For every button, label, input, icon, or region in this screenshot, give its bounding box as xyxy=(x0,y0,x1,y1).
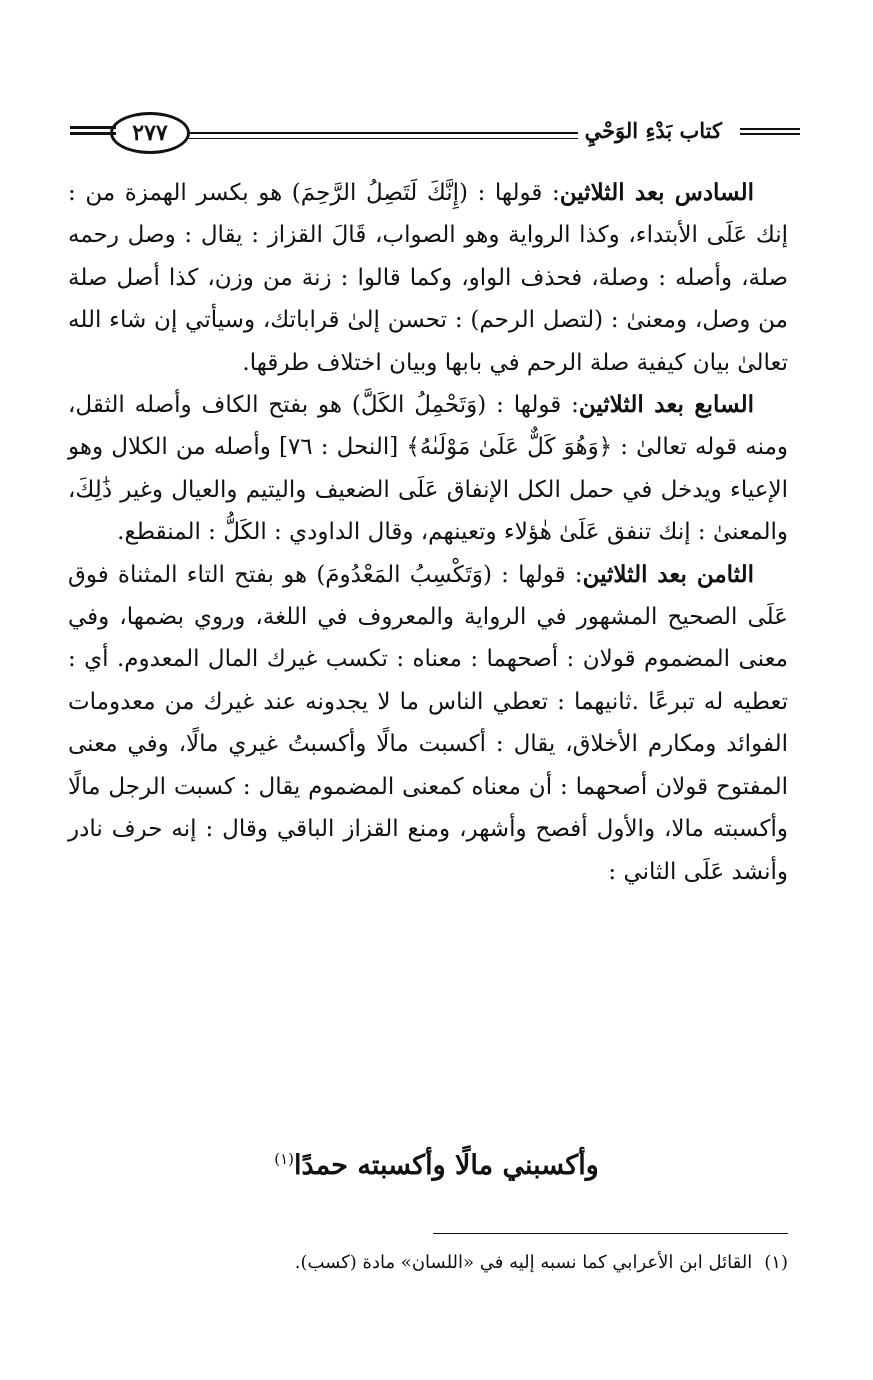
paragraph-body: : قولها : (إِنَّكَ لَتَصِلُ الرَّحِمَ) هو بكسر الهمزة من : إنك عَلَى الأبتداء، وكذا الرواية وهو الصواب، قَالَ القزاز : يقال : وصل رحمه صلة، وأصله : وصلة، فحذف الواو، وكما قالوا : زنة من وزن، كذا أصل صلة من وصل، ومعنىٰ : (لتصل الرحم) : تحسن إلىٰ قراباتك، وسيأتي إن شاء الله تعالىٰ بيان كيفية صلة الرحم في بابها وبيان اختلاف طرقها. xyxy=(68,180,788,376)
header-rule xyxy=(182,132,578,139)
paragraph-lead: السادس بعد الثلاثين xyxy=(559,179,754,206)
paragraph-38 xyxy=(68,554,788,893)
paragraph-body: : قولها : (وَتَحْمِلُ الكَلَّ) هو بفتح الكاف وأصله الثقل، ومنه قوله تعالىٰ : ﴿وَهُوَ كَلٌّ عَلَىٰ مَوْلَىٰهُ﴾ [النحل : ٧٦] وأصله من الكلال وهو الإعياء ويدخل في حمل الكل الإنفاق عَلَى الضعيف واليتيم والعيال وغير ذَٰلِكَ، والمعنىٰ : إنك تنفق عَلَىٰ هٰؤلاء وتعينهم، وقال الداودي : الكَلُّ : المنقطع. xyxy=(68,392,789,546)
paragraph-36 xyxy=(68,172,788,384)
poetry-verse xyxy=(0,1150,873,1181)
paragraph-lead: الثامن بعد الثلاثين xyxy=(582,560,754,588)
footnote-number: (١) xyxy=(764,1252,788,1273)
page-number-badge: ٢٧٧ xyxy=(110,112,190,154)
header-ornament-left xyxy=(70,126,116,142)
running-header xyxy=(70,102,800,162)
paragraph-body: : قولها : (وَتَكْسِبُ المَعْدُومَ) هو بفتح التاء المثناة فوق عَلَى الصحيح المشهور في الرواية والمعروف في اللغة، وروي بضمها، وفي معنى المضموم قولان : أصحهما : معناه : تكسب غيرك المال المعدوم. أي : تعطيه له تبرعًا .ثانيهما : تعطي الناس ما لا يجدونه عند غيرك من معدومات الفوائد ومكارم الأخلاق، يقال : أكسبت مالًا وأكسبتُ غيري مالًا، وفي معنى المفتوح قولان أصحهما : أن معناه كمعنى المضموم يقال : كسبت الرجل مالًا وأكسبته مالا، والأول أفصح وأشهر، ومنع القزاز الباقي وقال : إنه حرف نادر وأنشد عَلَى الثاني : xyxy=(68,561,788,885)
footnote-separator xyxy=(433,1233,788,1234)
footnote xyxy=(68,1249,788,1277)
footnote-text: القائل ابن الأعرابي كما نسبه إليه في «اللسان» مادة (كسب). xyxy=(294,1252,753,1273)
main-text xyxy=(68,172,788,893)
paragraph-37 xyxy=(68,384,788,554)
verse-text: وأكسبني مالًا وأكسبته حمدًا xyxy=(293,1150,599,1181)
header-title: كتاب بَدْءِ الوَحْيِ xyxy=(584,118,722,143)
header-ornament-right xyxy=(740,128,800,140)
paragraph-lead: السابع بعد الثلاثين xyxy=(578,391,754,419)
footnote-reference[interactable]: (١) xyxy=(274,1150,294,1168)
